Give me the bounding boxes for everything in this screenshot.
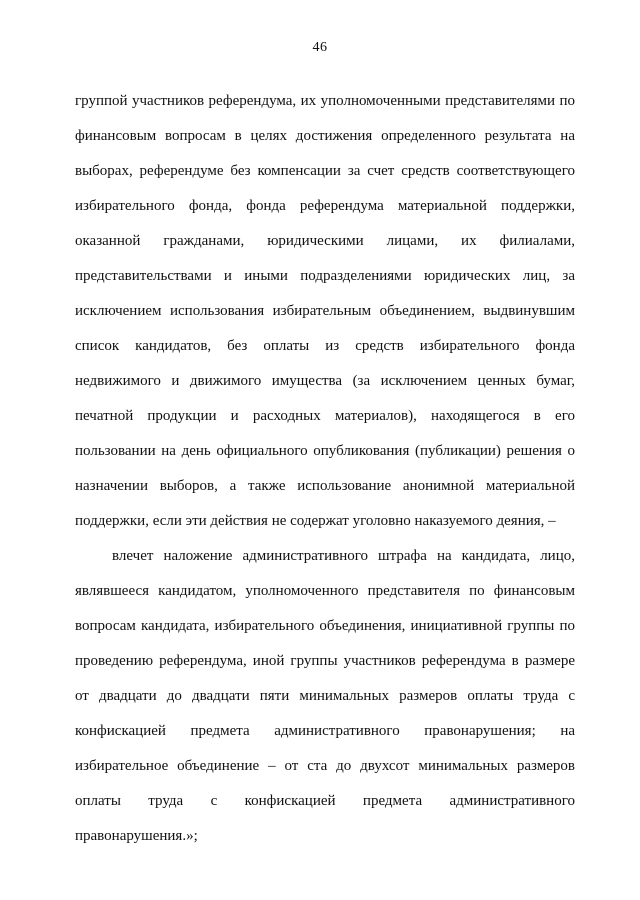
text-line: группой участников референдума, их уполномоченными представителями по xyxy=(75,93,575,109)
text-line: правонарушения.»; xyxy=(75,828,198,844)
text-line: избирательное объединение – от ста до двухсот минимальных размеров xyxy=(75,758,575,774)
text-line: являвшееся кандидатом, уполномоченного представителя по финансовым xyxy=(75,583,575,599)
text-line: исключением использования избирательным объединением, выдвинувшим xyxy=(75,303,575,319)
text-line: избирательного фонда, фонда референдума материальной поддержки, xyxy=(75,198,575,214)
text-line: оплаты труда с конфискацией предмета административного xyxy=(75,793,575,809)
text-line: список кандидатов, без оплаты из средств избирательного фонда xyxy=(75,338,575,354)
text-line: проведению референдума, иной группы участников референдума в размере xyxy=(75,653,575,669)
text-line: пользовании на день официального опубликования (публикации) решения о xyxy=(75,443,575,459)
text-line: поддержки, если эти действия не содержат уголовно наказуемого деяния, – xyxy=(75,513,556,529)
text-line: финансовым вопросам в целях достижения определенного результата на xyxy=(75,128,575,144)
text-line: выборах, референдуме без компенсации за счет средств соответствующего xyxy=(75,163,575,179)
text-line: недвижимого и движимого имущества (за исключением ценных бумаг, xyxy=(75,373,575,389)
text-line: конфискацией предмета административного правонарушения; на xyxy=(75,723,575,739)
text-line: печатной продукции и расходных материалов), находящегося в его xyxy=(75,408,575,424)
text-line: оказанной гражданами, юридическими лицами, их филиалами, xyxy=(75,233,575,249)
page-number: 46 xyxy=(312,40,328,55)
text-line: от двадцати до двадцати пяти минимальных размеров оплаты труда с xyxy=(75,688,575,704)
text-line: назначении выборов, а также использование анонимной материальной xyxy=(75,478,575,494)
text-line: влечет наложение административного штрафа на кандидата, лицо, xyxy=(112,548,575,564)
text-line: представительствами и иными подразделениями юридических лиц, за xyxy=(75,268,575,284)
text-line: вопросам кандидата, избирательного объединения, инициативной группы по xyxy=(75,618,575,634)
